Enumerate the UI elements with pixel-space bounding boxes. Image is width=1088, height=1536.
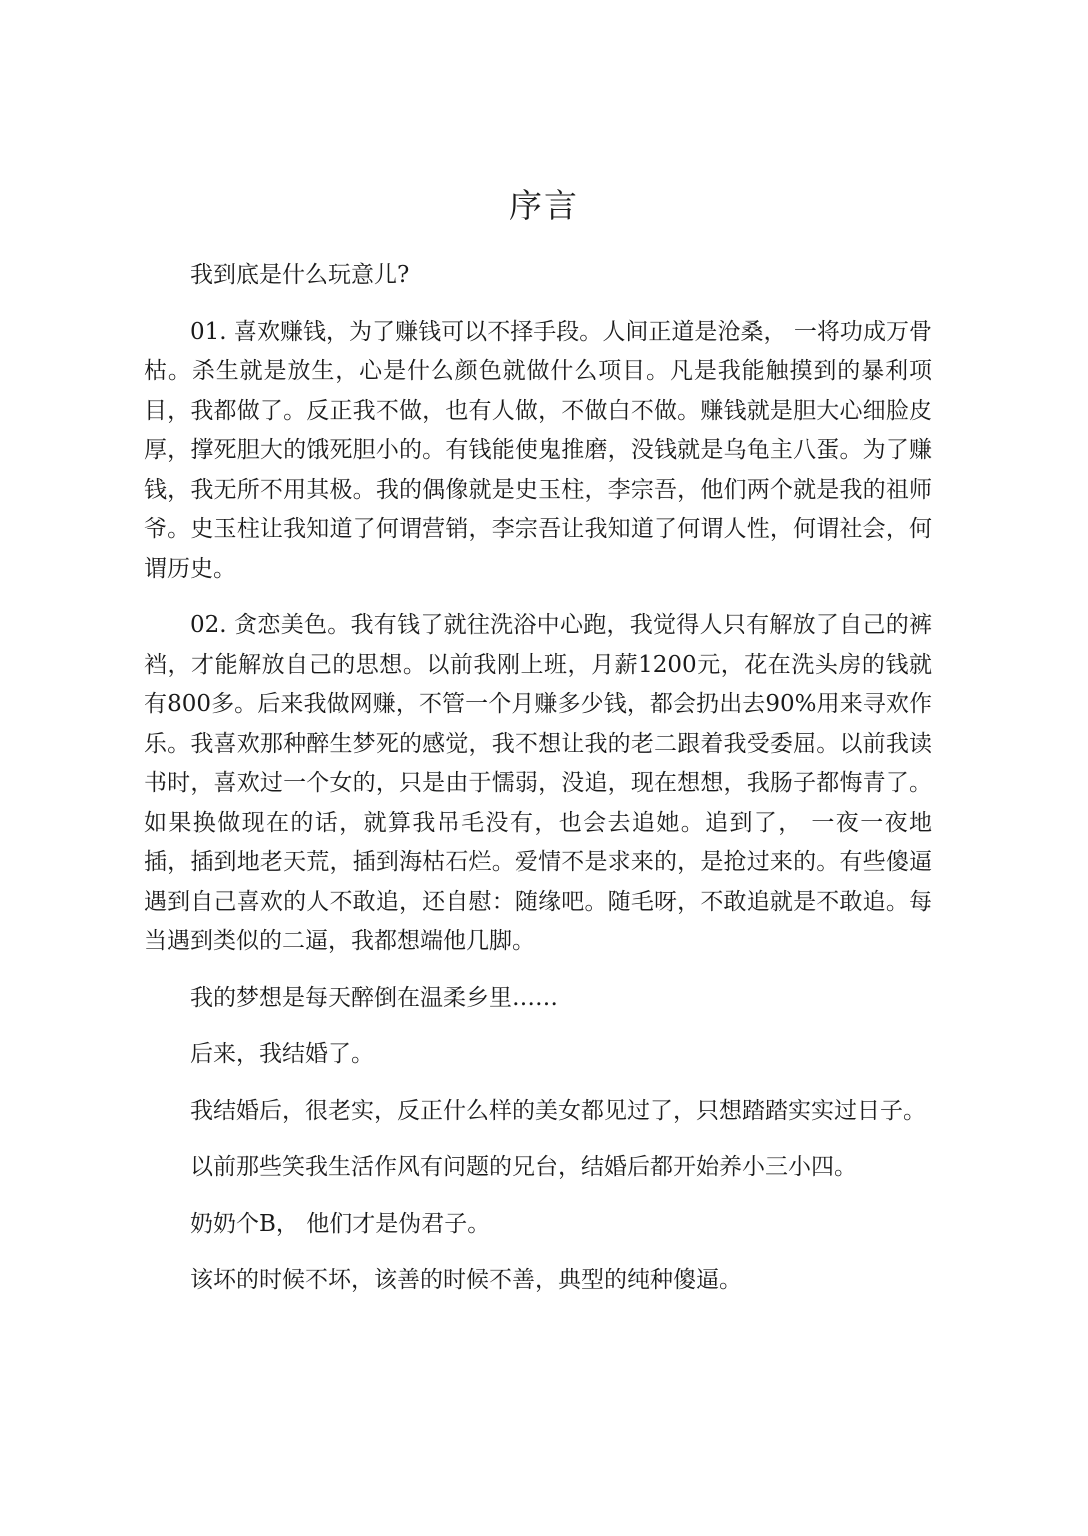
- paragraph: 我到底是什么玩意儿?: [190, 262, 410, 288]
- page-title: 序言: [509, 186, 579, 225]
- paragraph: 以前那些笑我生活作风有问题的兄台，结婚后都开始养小三小四。: [190, 1154, 857, 1180]
- paragraph: 01. 喜欢赚钱，为了赚钱可以不择手段。人间正道是沧桑， 一将功成万骨枯。杀生就是放生，心是什么颜色就做什么项目。凡是我能触摸到的暴利项目，我都做了。反正我不做，也有人做，不做白不做。赚钱就是胆大心细脸皮厚，撑死胆大的饿死胆小的。有钱能使鬼推磨，没钱就是乌龟主八蛋。为了赚钱，我无所不用其极。我的偶像就是史玉柱，李宗吾，他们两个就是我的祖师爷。史玉柱让我知道了何谓营销，李宗吾让我知道了何谓人性，何谓社会，何谓历史。: [144, 318, 932, 582]
- paragraph: 该坏的时候不坏，该善的时候不善，典型的纯种傻逼。: [190, 1267, 742, 1293]
- document-body: [144, 256, 932, 1318]
- paragraph: 02. 贪恋美色。我有钱了就往洗浴中心跑，我觉得人只有解放了自己的裤裆，才能解放自己的思想。以前我刚上班，月薪1200元，花在洗头房的钱就有800多。后来我做网赚，不管一个月赚多少钱，都会扔出去90%用来寻欢作乐。我喜欢那种醉生梦死的感觉，我不想让我的老二跟着我受委屈。以前我读书时，喜欢过一个女的，只是由于懦弱，没追，现在想想，我肠子都悔青了。如果换做现在的话，就算我吊毛没有，也会去追她。追到了， 一夜一夜地插，插到地老天荒，插到海枯石烂。爱情不是求来的，是抢过来的。有些傻逼遇到自己喜欢的人不敢追，还自慰：随缘吧。随毛呀，不敢追就是不敢追。每当遇到类似的二逼，我都想端他几脚。: [144, 612, 932, 954]
- paragraph: 我的梦想是每天醉倒在温柔乡里……: [190, 984, 558, 1011]
- paragraph: 我结婚后，很老实，反正什么样的美女都见过了，只想踏踏实实过日子。: [190, 1097, 926, 1124]
- paragraph: 奶奶个B， 他们才是伪君子。: [190, 1210, 491, 1237]
- paragraph: 后来，我结婚了。: [190, 1041, 374, 1067]
